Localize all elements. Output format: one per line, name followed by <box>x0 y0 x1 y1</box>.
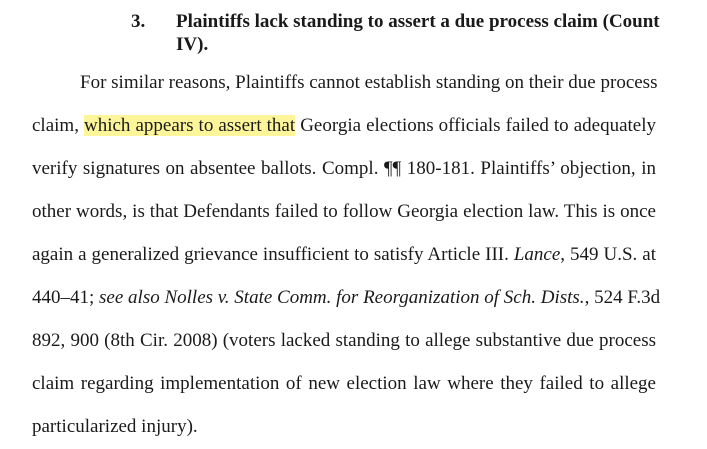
paragraph-line-5: again a generalized grievance insufficient to satisfy Article III. Lance, 549 U.S. at <box>32 244 657 265</box>
paragraph-line-4: other words, is that Defendants failed to follow Georgia election law. This is once <box>32 201 656 222</box>
highlighted-text: which appears to assert that <box>84 115 296 136</box>
case-citation: see also Nolles v. State Comm. for Reorganization of Sch. Dists. <box>99 287 585 308</box>
heading-number: 3. <box>131 11 146 32</box>
paragraph-line-3: verify signatures on absentee ballots. Compl. ¶¶ 180-181. Plaintiffs’ objection, in <box>32 158 656 179</box>
paragraph-line-6: 440–41; see also Nolles v. State Comm. for Reorganization of Sch. Dists., 524 F.3d <box>32 287 661 308</box>
paragraph-line-7: 892, 900 (8th Cir. 2008) (voters lacked standing to allege substantive due process <box>32 330 656 351</box>
paragraph-line-8: claim regarding implementation of new election law where they failed to allege <box>32 373 656 394</box>
paragraph-line-9: particularized injury). <box>32 416 198 437</box>
paragraph-line-2: claim, which appears to assert that Georgia elections officials failed to adequately <box>32 115 657 136</box>
paragraph-line-1: For similar reasons, Plaintiffs cannot establish standing on their due process <box>80 72 658 93</box>
heading-text: Plaintiffs lack standing to assert a due process claim (Count IV). <box>176 11 660 55</box>
case-citation: Lance <box>513 244 561 265</box>
